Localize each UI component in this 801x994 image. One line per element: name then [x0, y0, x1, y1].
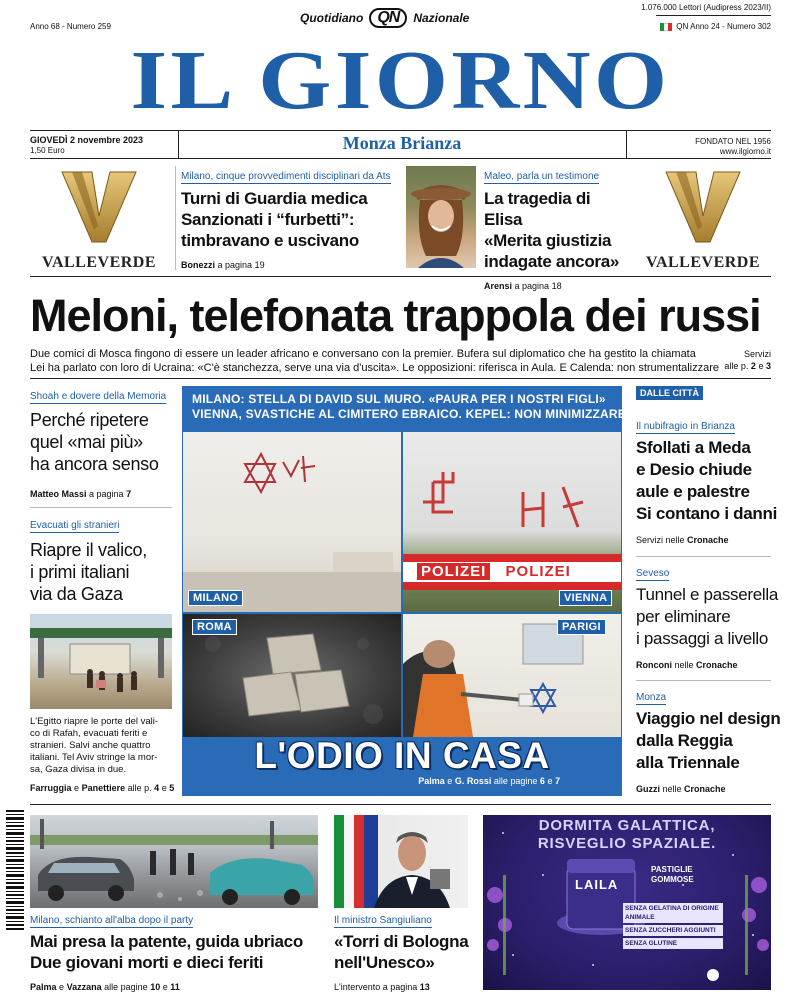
- story-headline-line: Due giovani morti e dieci feriti: [30, 953, 264, 972]
- story-kicker: Evacuati gli stranieri: [30, 520, 120, 531]
- website-link[interactable]: www.ilgiorno.it: [719, 147, 771, 156]
- story-headline-line: Viaggio nel design: [636, 709, 781, 728]
- laila-ad[interactable]: [483, 815, 771, 990]
- teaser-guardia-medica[interactable]: [181, 166, 396, 270]
- valleverde-brand-left: VALLEVERDE: [41, 254, 157, 271]
- cover-byline: Palma e G. Rossi alle pagine 6 e 7: [418, 776, 560, 786]
- ad-headline: DORMITA GALATTICA, RISVEGLIO SPAZIALE.: [537, 817, 717, 852]
- story-seveso[interactable]: [636, 563, 779, 670]
- teaser-headline-line: La tragedia di Elisa: [484, 189, 591, 229]
- story-headline-line: Riapre il valico,: [30, 540, 147, 560]
- cover-story-block[interactable]: [182, 386, 626, 796]
- teaser-kicker: Milano, cinque provvedimenti disciplinari da Ats: [181, 171, 391, 182]
- teaser-headline-line: «Merita giustizia: [484, 231, 612, 250]
- tag-vienna: VIENNA: [559, 590, 612, 606]
- story-headline-line: «Torri di Bologna: [334, 932, 469, 951]
- story-headline-line: Si contano i danni: [636, 504, 777, 523]
- story-kicker: Il ministro Sangiuliano: [334, 915, 432, 926]
- vienna-swastika-photo: [403, 432, 621, 612]
- story-kicker: Monza: [636, 692, 667, 703]
- main-sub-line: Due comici di Mosca fingono di essere un leader africano e conversano con la premier. Bufera sul diplomatico che ha gestito la chiamata: [30, 348, 696, 360]
- story-headline-line: dalla Reggia: [636, 731, 733, 750]
- story-car-crash[interactable]: [30, 910, 330, 992]
- main-sub-line: Lei ha parlato con loro di Ucraina: «C'è stanchezza, serve una via d'uscita». Le opposizioni: riferisca in Aula. E Calenda: non strumentalizzare: [30, 362, 720, 374]
- sangiuliano-photo: [334, 815, 468, 908]
- story-kicker: Shoah e dovere della Memoria: [30, 391, 167, 402]
- cover-banner: [182, 386, 626, 430]
- section-dalle-citta[interactable]: DALLE CITTÀ: [636, 386, 703, 400]
- cover-title: L'ODIO IN CASA: [254, 735, 550, 776]
- issue-number-right-block: [660, 22, 771, 31]
- story-headline-line: Perché ripetere: [30, 410, 149, 430]
- valleverde-ad-left[interactable]: [32, 166, 166, 272]
- elisa-portrait-photo: [406, 166, 476, 268]
- qn-logo: QN: [369, 8, 407, 28]
- ad-brand: LAILA: [575, 877, 619, 892]
- qn-left-text: Quotidiano: [300, 11, 364, 25]
- teaser-headline-line: Turni di Guardia medica: [181, 189, 368, 208]
- story-headline-line: quel «mai più»: [30, 432, 143, 452]
- valleverde-ad-right[interactable]: [636, 166, 770, 272]
- story-sangiuliano[interactable]: [334, 910, 474, 992]
- story-gaza[interactable]: [30, 515, 172, 605]
- valleverde-v-logo-icon: [636, 166, 770, 246]
- cover-banner-line: MILANO: STELLA DI DAVID SUL MURO. «PAURA PER I NOSTRI FIGLI»: [192, 392, 606, 406]
- valleverde-v-logo-icon: [32, 166, 166, 246]
- gaza-byline: Farruggia e Panettiere alle p. 4 e 5: [30, 783, 175, 793]
- main-services-ref: Servizi alle p. 2 e 3: [724, 349, 771, 371]
- story-headline-line: alla Triennale: [636, 753, 740, 772]
- teaser-headline-line: indagate ancora»: [484, 252, 620, 271]
- ad-features: SENZA GELATINA DI ORIGINE ANIMALE SENZA ZUCCHERI AGGIUNTI SENZA GLUTINE: [623, 903, 723, 949]
- story-headline-line: i passaggi a livello: [636, 629, 768, 648]
- story-monza-design[interactable]: [636, 687, 781, 794]
- story-headline-line: aule e palestre: [636, 482, 750, 501]
- story-headline-line: Tunnel e passerella: [636, 585, 779, 604]
- story-kicker: Milano, schianto all'alba dopo il party: [30, 915, 194, 926]
- tag-milano: MILANO: [188, 590, 243, 606]
- story-headline-line: ha ancora senso: [30, 454, 159, 474]
- story-byline: Matteo Massi a pagina 7: [30, 489, 132, 499]
- story-headline-line: Mai presa la patente, guida ubriaco: [30, 932, 303, 951]
- story-byline: Guzzi nelle Cronache: [636, 784, 726, 794]
- teaser-elisa[interactable]: [484, 166, 624, 291]
- story-headline-line: via da Gaza: [30, 584, 123, 604]
- story-byline: Servizi nelle Cronache: [636, 535, 729, 545]
- story-headline-line: e Desio chiude: [636, 460, 752, 479]
- gaza-story-body: L'Egitto riapre le porte del vali- co di Rafah, evacuati feriti e stranieri. Salvi anche quattro italiani. Tel Aviv stringe la mor- sa, Gaza divisa in due.: [30, 716, 159, 775]
- ad-badge: PASTIGLIE GOMMOSE: [651, 865, 694, 884]
- story-byline: L'intervento a pagina 13: [334, 982, 430, 992]
- teaser-kicker: Maleo, parla un testimone: [484, 171, 600, 182]
- teaser-byline: Bonezzi a pagina 19: [181, 260, 265, 270]
- story-shoah[interactable]: [30, 386, 172, 499]
- teaser-headline-line: Sanzionati i “furbetti”:: [181, 210, 355, 229]
- issue-number-right: QN Anno 24 - Numero 302: [676, 22, 771, 31]
- story-headline-line: nell'Unesco»: [334, 953, 435, 972]
- issue-date: GIOVEDÌ 2 novembre 2023: [30, 135, 144, 145]
- story-headline-line: i primi italiani: [30, 562, 130, 582]
- tag-roma: ROMA: [192, 619, 237, 635]
- rafah-crossing-photo: [30, 614, 172, 709]
- qn-right-text: Nazionale: [413, 11, 470, 25]
- story-byline: Ronconi nelle Cronache: [636, 660, 738, 670]
- story-byline: Palma e Vazzana alle pagine 10 e 11: [30, 982, 180, 992]
- story-headline-line: Sfollati a Meda: [636, 438, 751, 457]
- story-kicker: Il nubifragio in Brianza: [636, 421, 735, 432]
- valleverde-brand-right: VALLEVERDE: [645, 254, 761, 271]
- teaser-headline-line: timbravano e uscivano: [181, 231, 359, 250]
- newspaper-logo: IL GIORNO: [130, 34, 671, 127]
- story-kicker: Seveso: [636, 568, 670, 579]
- barcode: [4, 808, 26, 932]
- qn-header: [300, 8, 469, 28]
- main-headline[interactable]: Meloni, telefonata trappola dei russi: [30, 290, 761, 341]
- story-headline-line: per eliminare: [636, 607, 731, 626]
- issue-number-left: Anno 68 - Numero 259: [30, 22, 111, 31]
- car-crash-photo: [30, 815, 318, 908]
- founded-year: FONDATO NEL 1956: [695, 137, 771, 146]
- story-nubifragio[interactable]: [636, 416, 776, 545]
- main-subheadline: [30, 347, 720, 375]
- edition-name: Monza Brianza: [342, 133, 462, 153]
- readers-count: 1.076.000 Lettori (Audipress 2023/II): [641, 3, 771, 12]
- cover-banner-line: VIENNA, SVASTICHE AL CIMITERO EBRAICO. KEPEL: NON MINIMIZZARE: [192, 407, 626, 421]
- issue-price: 1,50 Euro: [30, 146, 65, 155]
- tag-parigi: PARIGI: [557, 619, 606, 635]
- milano-star-of-david-photo: [183, 432, 401, 612]
- polizei-tape: POLIZEI POLIZEI: [417, 563, 621, 580]
- italy-flag-icon: [660, 23, 672, 31]
- teaser-byline: Arensi a pagina 18: [484, 281, 562, 291]
